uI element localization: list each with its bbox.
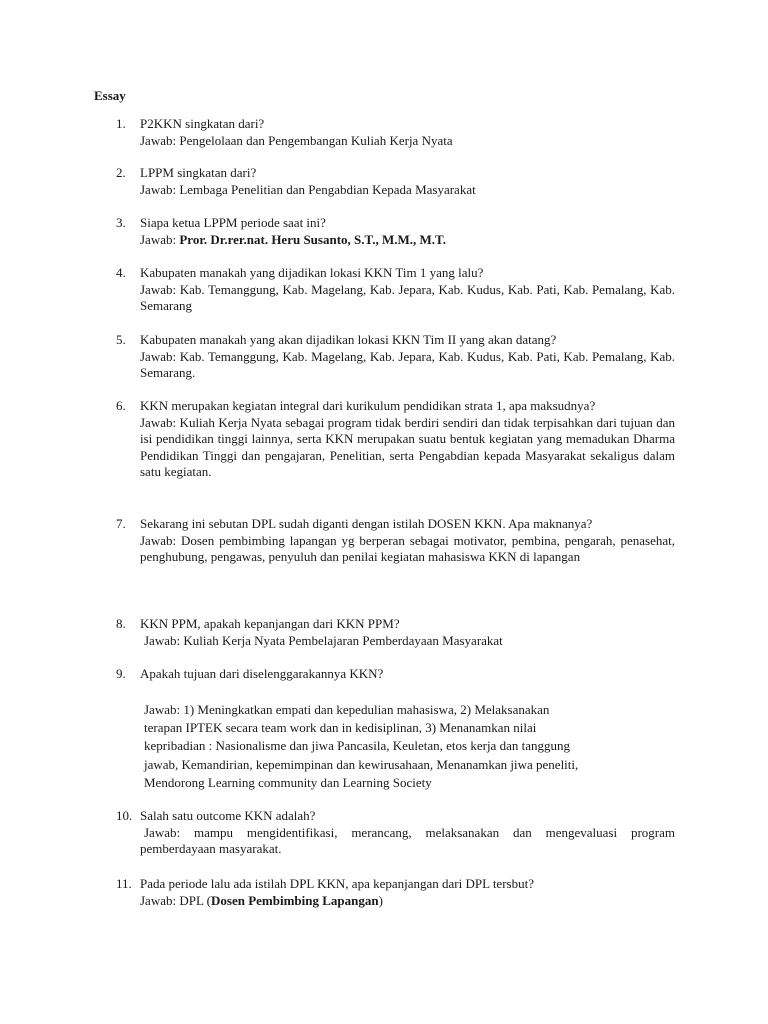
answer-prefix: Jawab: DPL ( <box>140 892 212 908</box>
item-number: 8. <box>116 616 126 631</box>
answer-line: kepribadian : Nasionalisme dan jiwa Pancasila, Keuletan, etos kerja dan tanggung <box>144 738 570 754</box>
item-number: 4. <box>116 265 126 280</box>
question-text: Salah satu outcome KKN adalah? <box>140 808 316 823</box>
list-item <box>116 165 676 198</box>
question-text: Kabupaten manakah yang akan dijadikan lokasi KKN Tim II yang akan datang? <box>140 332 557 347</box>
list-item <box>116 116 676 149</box>
question-text: Kabupaten manakah yang dijadikan lokasi KKN Tim 1 yang lalu? <box>140 265 484 280</box>
page-title: Essay <box>94 88 126 103</box>
answer-text: Jawab: Kuliah Kerja Nyata Pembelajaran Pemberdayaan Masyarakat <box>144 632 503 648</box>
question-text: KKN PPM, apakah kepanjangan dari KKN PPM? <box>140 616 400 631</box>
answer-line: jawab, Kemandirian, kepemimpinan dan kewirusahaan, Menanamkan jiwa peneliti, <box>144 756 579 772</box>
answer-text: Jawab: Pengelolaan dan Pengembangan Kuliah Kerja Nyata <box>140 132 453 148</box>
answer-bold: Pror. Dr.rer.nat. Heru Susanto, S.T., M.M., M.T. <box>179 231 446 247</box>
answer-text: Jawab: Lembaga Penelitian dan Pengabdian Kepada Masyarakat <box>140 181 476 197</box>
question-text: Apakah tujuan dari diselenggarakannya KKN? <box>140 666 384 681</box>
item-number: 1. <box>116 116 126 131</box>
list-item <box>116 516 676 566</box>
list-item <box>116 876 676 909</box>
question-text: LPPM singkatan dari? <box>140 165 257 180</box>
answer-prefix: Jawab: <box>140 231 180 247</box>
answer-line: Mendorong Learning community dan Learning Society <box>144 775 432 791</box>
list-item <box>116 616 676 649</box>
answer-text: Jawab: Dosen pembimbing lapangan yg berperan sebagai motivator, pembina, pengarah, penasehat, penghubung, pengawas, penyuluh dan penilai kegiatan mahasiswa KKN di lapangan <box>140 532 675 565</box>
item-number: 10. <box>116 808 133 823</box>
list-item <box>116 808 676 858</box>
answer-text: Jawab: Kab. Temanggung, Kab. Magelang, Kab. Jepara, Kab. Kudus, Kab. Pati, Kab. Pemalang, Kab. Semarang. <box>140 348 675 381</box>
list-item <box>116 332 676 382</box>
answer-text <box>140 893 675 910</box>
answer-bold: Dosen Pembimbing Lapangan <box>211 892 379 908</box>
question-text: KKN merupakan kegiatan integral dari kurikulum pendidikan strata 1, apa maksudnya? <box>140 398 596 413</box>
question-text: P2KKN singkatan dari? <box>140 116 265 131</box>
list-item <box>116 215 676 248</box>
item-number: 9. <box>116 666 126 681</box>
question-text: Sekarang ini sebutan DPL sudah diganti dengan istilah DOSEN KKN. Apa maknanya? <box>140 516 593 531</box>
item-number: 5. <box>116 332 126 347</box>
item-number: 6. <box>116 398 126 413</box>
question-text: Siapa ketua LPPM periode saat ini? <box>140 215 326 230</box>
answer-line: terapan IPTEK secara team work dan in kedisiplinan, 3) Menanamkan nilai <box>144 720 537 735</box>
item-number: 7. <box>116 516 126 531</box>
answer-line: Jawab: 1) Meningkatkan empati dan kepedulian mahasiswa, 2) Melaksanakan <box>144 701 550 717</box>
item-number: 11. <box>116 876 132 891</box>
question-text: Pada periode lalu ada istilah DPL KKN, apa kepanjangan dari DPL tersbut? <box>140 876 534 891</box>
list-item <box>116 666 676 793</box>
answer-suffix: ) <box>378 892 383 908</box>
list-item <box>116 265 676 315</box>
answer-text <box>140 232 675 249</box>
answer-text: Jawab: mampu mengidentifikasi, merancang, melaksanakan dan mengevaluasi program pemberdayaan masyarakat. <box>140 824 675 857</box>
list-item <box>116 398 676 481</box>
answer-text: Jawab: Kab. Temanggung, Kab. Magelang, Kab. Jepara, Kab. Kudus, Kab. Pati, Kab. Pemalang, Kab. Semarang <box>140 281 675 314</box>
item-number: 2. <box>116 165 126 180</box>
answer-text: Jawab: Kuliah Kerja Nyata sebagai program tidak berdiri sendiri dan tidak terpisahkan dari tujuan dan isi pendidikan tinggi lainnya, serta KKN merupakan suatu bentuk kegiatan yang memadukan Dharma Pendidikan Tinggi dan pengajaran, Penelitian, serta Pengabdian kepada Masyarakat sekaligus dalam satu kegiatan. <box>140 414 675 480</box>
item-number: 3. <box>116 215 126 230</box>
